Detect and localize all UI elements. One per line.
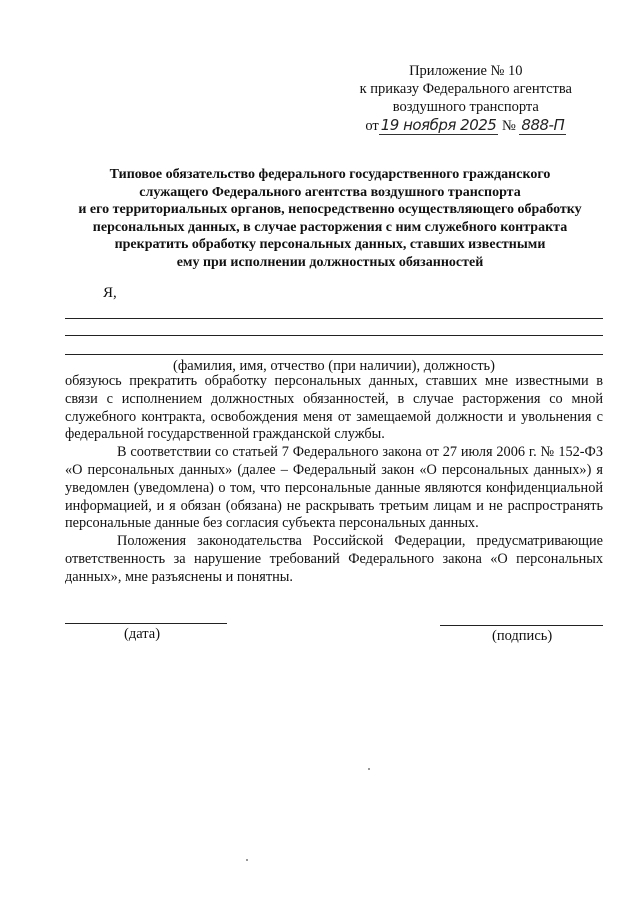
ya-label: Я, [103, 285, 117, 301]
date-line [65, 623, 227, 624]
paragraph-obligation: обязуюсь прекратить обработку персональных данных, ставших мне известными в связи с исполнением должностных обязанностей, в случае расторжения со мной служебного контракта, освобождения меня от замещаемой должности и увольнения с федеральной государственной гражданской службы. [65, 373, 603, 443]
appendix-number: Приложение № 10 [409, 63, 523, 79]
title-line: и его территориальных органов, непосредственно осуществляющего обработку [78, 202, 582, 218]
title-line: персональных данных, в случае расторжения с ним служебного контракта [92, 219, 568, 235]
appendix-order-ref: к приказу Федерального агентства [359, 81, 572, 97]
scan-speck [368, 768, 370, 770]
order-date-number [360, 116, 572, 135]
document-body [65, 373, 603, 587]
title-line: ему при исполнении должностных обязанностей [176, 254, 484, 270]
date-label: (дата) [124, 626, 161, 642]
fill-line-3 [65, 354, 603, 355]
name-caption: (фамилия, имя, отчество (при наличии), должность) [173, 358, 495, 374]
document-title [60, 166, 600, 272]
title-line: Типовое обязательство федерального государственного гражданского [109, 167, 551, 182]
paragraph-law: В соответствии со статьей 7 Федерального закона от 27 июля 2006 г. № 152-ФЗ «О персональных данных» (далее – Федеральный закон «О персональных данных») я уведомлен (уведомлена) о том, что персональные данные являются конфиденциальной информацией, и я обязан (обязана) не раскрывать третьим лицам и не распространять персональные данные без согласия субъекта персональных данных. [65, 444, 603, 532]
date-prefix: от [365, 118, 379, 134]
title-line: служащего Федерального агентства воздушного транспорта [139, 184, 521, 200]
number-prefix: № [501, 118, 516, 134]
handwritten-number: 888-П [521, 116, 565, 134]
title-line: прекратить обработку персональных данных, ставших известными [114, 237, 546, 253]
paragraph-responsibility: Положения законодательства Российской Федерации, предусматривающие ответственность за нарушение требований Федерального закона «О персональных данных», мне разъяснены и понятны. [65, 533, 603, 585]
appendix-header [360, 62, 572, 135]
signature-label: (подпись) [492, 628, 553, 644]
scan-speck [246, 859, 248, 861]
fill-line-2 [65, 335, 603, 336]
handwritten-date: 19 ноября 2025 [380, 116, 497, 134]
fill-line-1 [65, 318, 603, 319]
appendix-agency: воздушного транспорта [392, 99, 539, 115]
signature-line [440, 625, 603, 626]
